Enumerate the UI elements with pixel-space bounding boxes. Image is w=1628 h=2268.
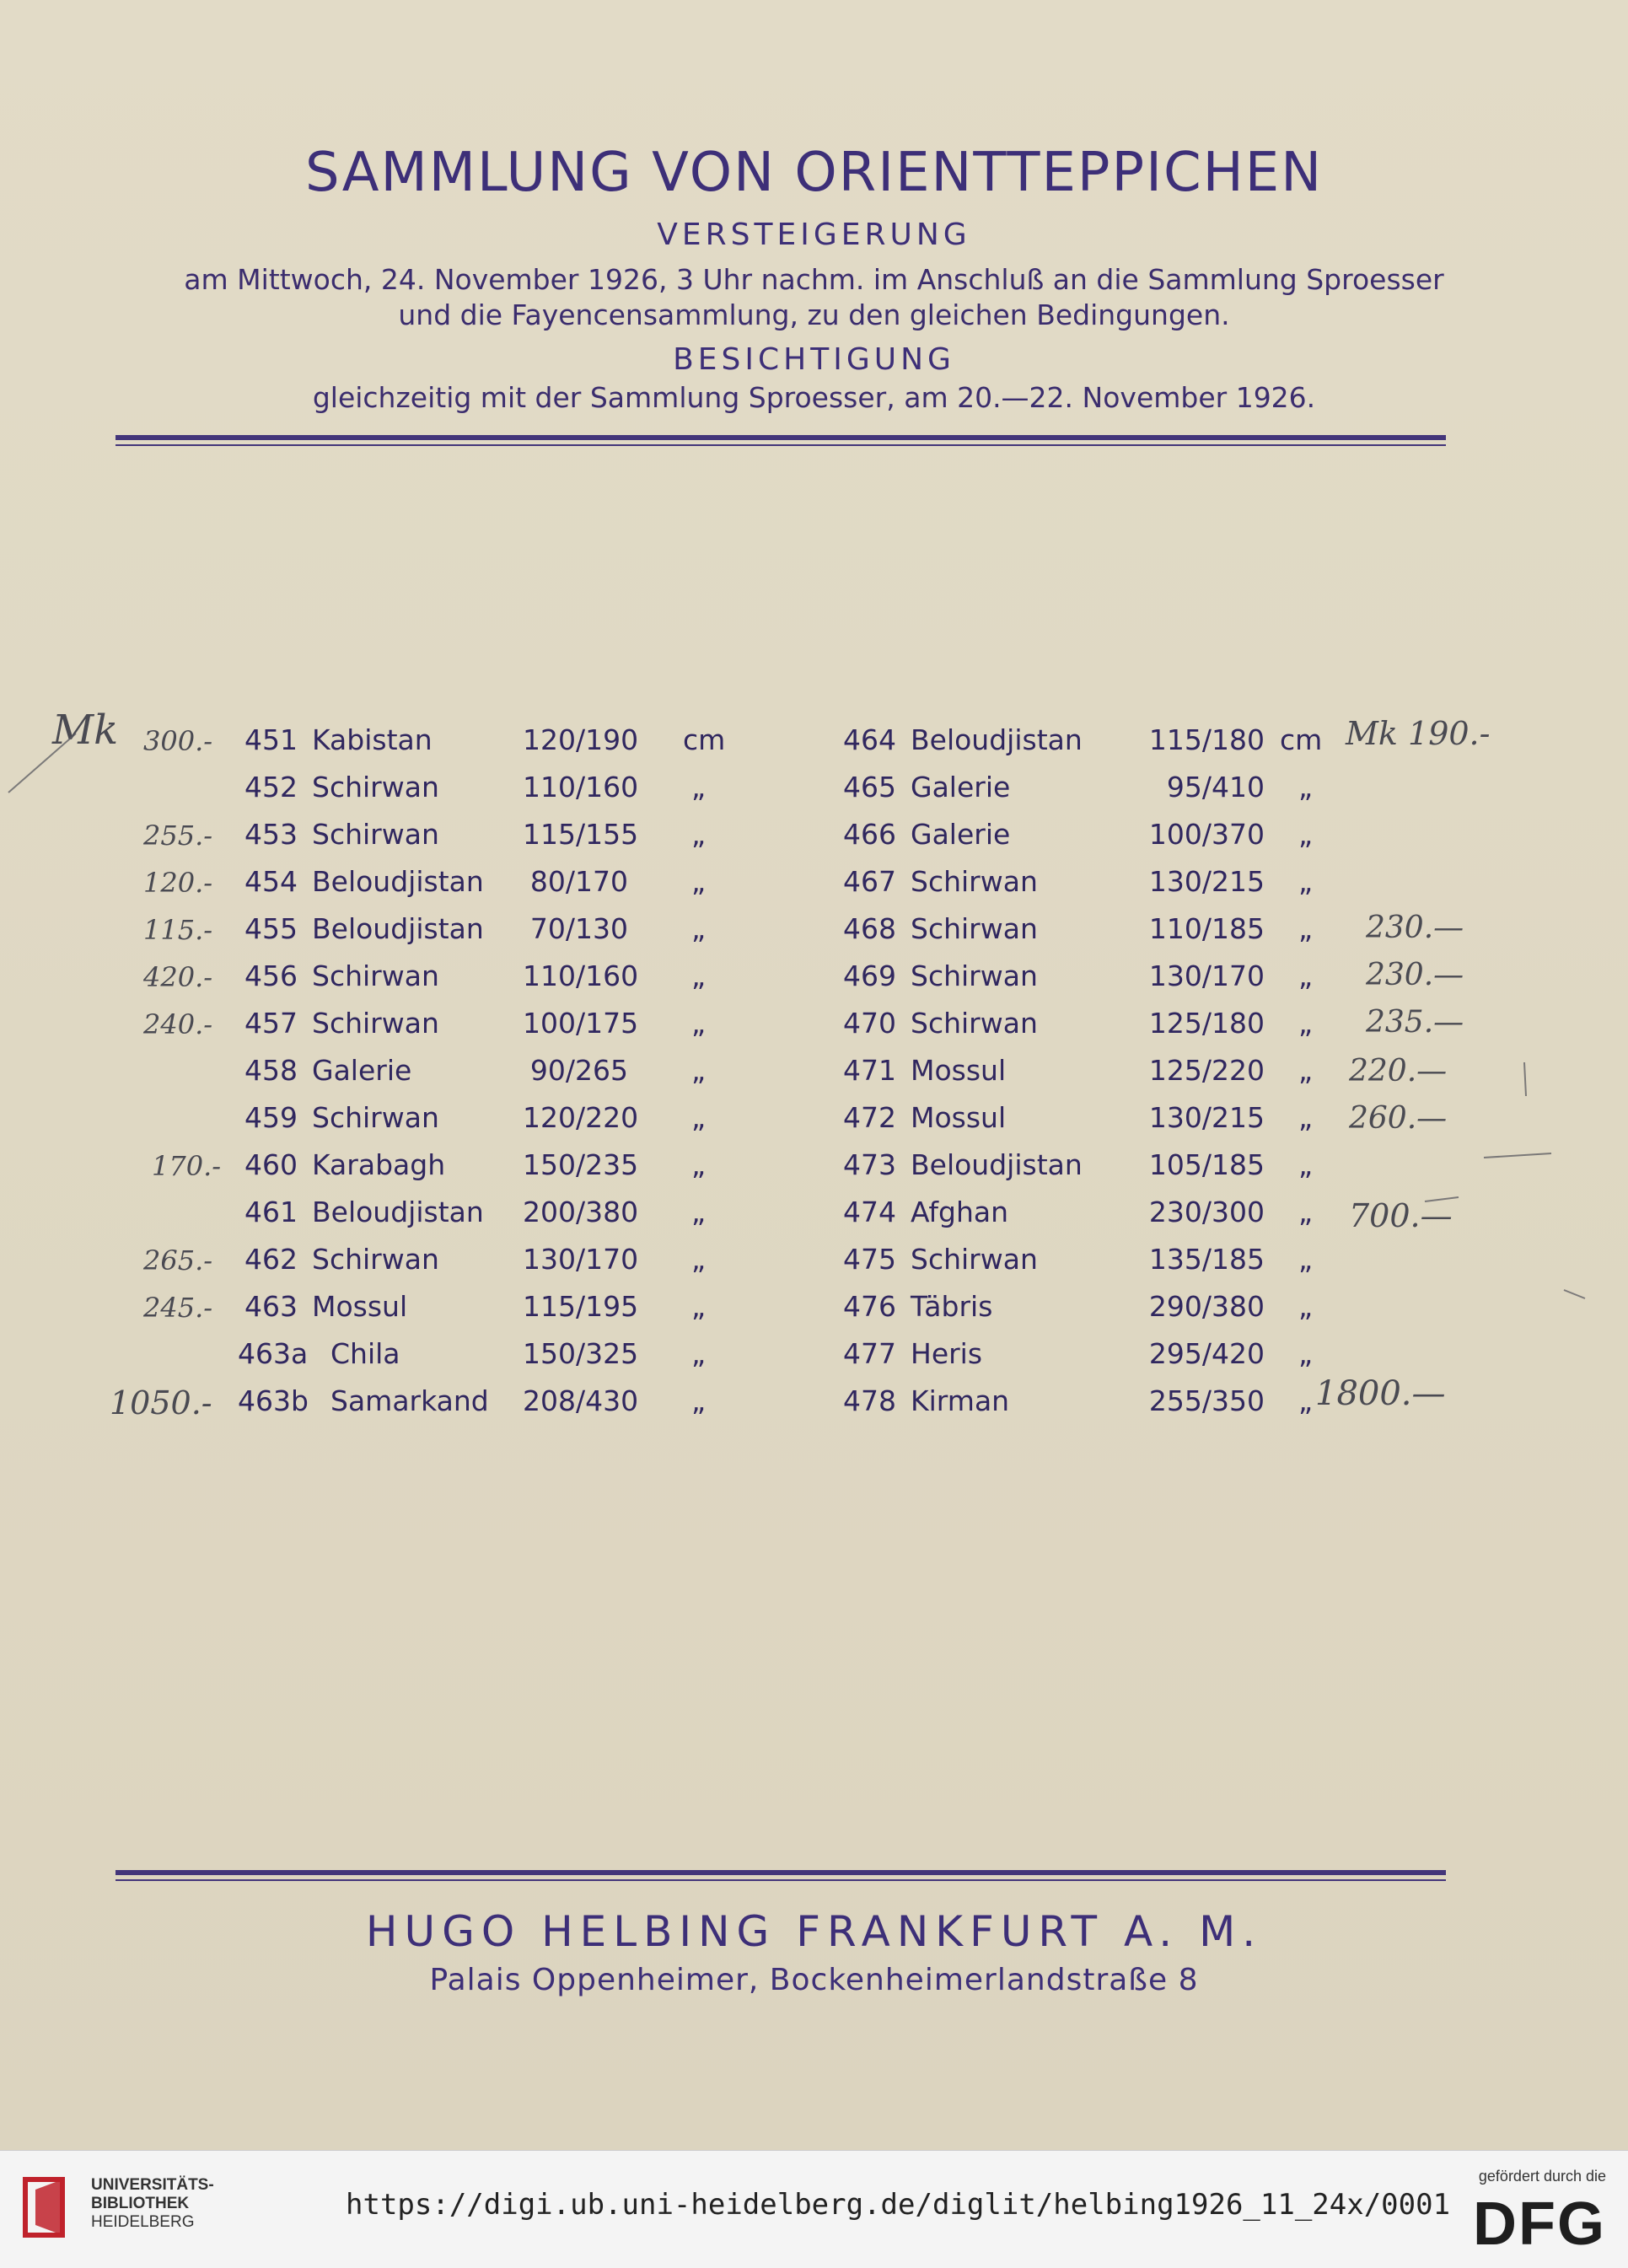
lot-unit: „	[1298, 1384, 1314, 1417]
lot-number: 464	[843, 723, 896, 756]
lot-row	[244, 723, 750, 771]
lot-unit: „	[691, 959, 707, 992]
lot-list-right	[843, 723, 1349, 1432]
lot-size: 70/130	[529, 912, 628, 945]
lot-size: 120/190	[523, 723, 639, 756]
lot-number: 470	[843, 1007, 896, 1040]
lot-size: 100/175	[523, 1007, 639, 1040]
lot-row	[244, 912, 750, 959]
lot-name: Mossul	[911, 1054, 1007, 1087]
lot-name: Galerie	[911, 818, 1011, 851]
lot-name: Beloudjistan	[312, 865, 484, 898]
lot-number: 473	[843, 1148, 896, 1181]
lot-size: 150/235	[523, 1148, 639, 1181]
lot-name: Beloudjistan	[911, 723, 1083, 756]
handwritten-price: 1800.—	[1315, 1374, 1446, 1413]
handwritten-price: 265.-	[143, 1244, 213, 1276]
lot-row	[843, 1054, 1349, 1101]
lot-name: Chila	[330, 1337, 400, 1370]
lot-number: 466	[843, 818, 896, 851]
document-url[interactable]: https://digi.ub.uni-heidelberg.de/diglit/helbing1926_11_24x/0001	[346, 2188, 1451, 2222]
library-logo-text	[91, 2176, 214, 2232]
lot-row	[843, 771, 1349, 818]
lot-unit: „	[691, 865, 707, 898]
lot-size: 90/265	[529, 1054, 628, 1087]
lot-name: Samarkand	[330, 1384, 489, 1417]
lot-row	[244, 1054, 750, 1101]
publisher-name: HUGO HELBING FRANKFURT A. M.	[365, 1907, 1263, 1956]
handwritten-price: 240.-	[143, 1008, 213, 1040]
lot-number: 453	[244, 818, 298, 851]
lot-name: Schirwan	[911, 912, 1038, 945]
handwritten-price: 300.-	[143, 725, 213, 757]
lot-size: 110/160	[523, 771, 639, 803]
handwritten-price: 170.-	[152, 1150, 222, 1182]
lot-unit: „	[1298, 1243, 1314, 1276]
handwritten-price: 260.—	[1349, 1101, 1448, 1136]
lot-unit: „	[691, 1054, 707, 1087]
lot-name: Schirwan	[312, 771, 439, 803]
lot-number: 465	[843, 771, 896, 803]
handwritten-price: 115.-	[143, 914, 213, 946]
lot-name: Schirwan	[312, 1101, 439, 1134]
lot-unit: „	[691, 1384, 707, 1417]
lot-number: 462	[244, 1243, 298, 1276]
library-logo-icon	[19, 2174, 79, 2242]
lot-number: 463	[244, 1290, 298, 1323]
handwritten-price: Mk 190.-	[1346, 715, 1491, 752]
lot-number: 463b	[238, 1384, 309, 1417]
lot-row	[244, 865, 750, 912]
lot-size: 208/430	[523, 1384, 639, 1417]
lot-name: Karabagh	[312, 1148, 446, 1181]
lot-row	[843, 1243, 1349, 1290]
lot-name: Beloudjistan	[312, 1196, 484, 1228]
handwritten-price: 230.—	[1366, 958, 1464, 992]
lot-size: 80/170	[529, 865, 628, 898]
dfg-logo: DFG	[1473, 2190, 1606, 2258]
lot-size: 115/155	[523, 818, 639, 851]
lot-number: 452	[244, 771, 298, 803]
lot-size: 130/215	[1148, 865, 1265, 898]
lot-list-left	[238, 723, 750, 1432]
lot-number: 460	[244, 1148, 298, 1181]
lot-number: 471	[843, 1054, 896, 1087]
lot-unit: „	[1298, 1337, 1314, 1370]
lot-row	[238, 1337, 750, 1384]
lot-number: 472	[843, 1101, 896, 1134]
lot-name: Schirwan	[312, 1007, 439, 1040]
publisher-address: Palais Oppenheimer, Bockenheimerlandstraße 8	[429, 1963, 1199, 1997]
handwritten-price: 255.-	[143, 820, 213, 852]
lot-size: 125/220	[1148, 1054, 1265, 1087]
lot-row	[244, 1148, 750, 1196]
footer-rule	[116, 1870, 1446, 1881]
handwritten-price: 245.-	[143, 1292, 213, 1324]
lot-row	[244, 771, 750, 818]
lot-name: Täbris	[911, 1290, 993, 1323]
lot-number: 456	[244, 959, 298, 992]
lot-number: 461	[244, 1196, 298, 1228]
lot-size: 120/220	[523, 1101, 639, 1134]
lot-name: Beloudjistan	[911, 1148, 1083, 1181]
lot-name: Schirwan	[312, 959, 439, 992]
lot-name: Schirwan	[312, 818, 439, 851]
lot-number: 469	[843, 959, 896, 992]
lot-row	[244, 818, 750, 865]
lot-row	[843, 1101, 1349, 1148]
lot-row	[843, 912, 1349, 959]
lot-size: 130/170	[523, 1243, 639, 1276]
lot-unit: „	[1298, 959, 1314, 992]
lot-name: Schirwan	[911, 865, 1038, 898]
lot-unit: „	[1298, 1101, 1314, 1134]
auction-details-1: am Mittwoch, 24. November 1926, 3 Uhr nachm. im Anschluß an die Sammlung Sproesser	[184, 263, 1444, 296]
lot-number: 467	[843, 865, 896, 898]
handwritten-price: 1050.-	[110, 1384, 212, 1422]
lot-size: 100/370	[1148, 818, 1265, 851]
lot-unit: cm	[1280, 723, 1323, 756]
lot-name: Kabistan	[312, 723, 433, 756]
library-name-line1: UNIVERSITÄTS-	[91, 2176, 214, 2194]
lot-name: Mossul	[911, 1101, 1007, 1134]
lot-name: Afghan	[911, 1196, 1009, 1228]
lot-size: 150/325	[523, 1337, 639, 1370]
lot-unit: „	[1298, 912, 1314, 945]
lot-row	[843, 1007, 1349, 1054]
lot-row	[843, 818, 1349, 865]
lot-name: Beloudjistan	[312, 912, 484, 945]
library-name-line3: HEIDELBERG	[91, 2213, 195, 2231]
lot-unit: „	[691, 1101, 707, 1134]
lot-number: 477	[843, 1337, 896, 1370]
lot-row	[238, 1384, 750, 1432]
lot-row	[843, 865, 1349, 912]
lot-unit: „	[691, 1007, 707, 1040]
lot-unit: „	[691, 818, 707, 851]
lot-name: Schirwan	[911, 1007, 1038, 1040]
auction-heading: VERSTEIGERUNG	[657, 218, 971, 252]
handwritten-price: 700.—	[1349, 1197, 1453, 1234]
lot-unit: „	[691, 1148, 707, 1181]
lot-size: 290/380	[1148, 1290, 1265, 1323]
lot-name: Schirwan	[312, 1243, 439, 1276]
handwritten-price: 230.—	[1366, 911, 1464, 945]
lot-unit: „	[691, 771, 707, 803]
library-name-line2: BIBLIOTHEK	[91, 2195, 190, 2212]
lot-number: 474	[843, 1196, 896, 1228]
lot-row	[843, 959, 1349, 1007]
lot-number: 454	[244, 865, 298, 898]
lot-name: Mossul	[312, 1290, 408, 1323]
lot-size: 130/215	[1148, 1101, 1265, 1134]
handwritten-price: 120.-	[143, 867, 213, 899]
header-rule	[116, 435, 1446, 446]
lot-row	[244, 1196, 750, 1243]
lot-name: Schirwan	[911, 959, 1038, 992]
lot-size: 255/350	[1148, 1384, 1265, 1417]
lot-size: 135/185	[1148, 1243, 1265, 1276]
handwritten-price: 420.-	[143, 961, 213, 993]
lot-row	[843, 723, 1349, 771]
lot-number: 478	[843, 1384, 896, 1417]
lot-unit: „	[691, 1243, 707, 1276]
lot-size: 295/420	[1148, 1337, 1265, 1370]
lot-number: 475	[843, 1243, 896, 1276]
funding-note: gefördert durch die	[1478, 2168, 1606, 2185]
viewing-heading: BESICHTIGUNG	[673, 342, 955, 377]
lot-name: Kirman	[911, 1384, 1010, 1417]
lot-row	[843, 1384, 1349, 1432]
lot-size: 125/180	[1148, 1007, 1265, 1040]
lot-row	[244, 959, 750, 1007]
lot-unit: „	[1298, 1196, 1314, 1228]
lot-size: 115/195	[523, 1290, 639, 1323]
lot-name: Galerie	[312, 1054, 412, 1087]
lot-size: 115/180	[1148, 723, 1265, 756]
lot-number: 455	[244, 912, 298, 945]
lot-name: Heris	[911, 1337, 983, 1370]
lot-number: 457	[244, 1007, 298, 1040]
lot-name: Galerie	[911, 771, 1011, 803]
lot-size: 230/300	[1148, 1196, 1265, 1228]
lot-unit: „	[691, 1196, 707, 1228]
lot-unit: „	[1298, 818, 1314, 851]
viewing-details: gleichzeitig mit der Sammlung Sproesser, am 20.—22. November 1926.	[312, 381, 1316, 414]
lot-unit: cm	[683, 723, 726, 756]
lot-number: 476	[843, 1290, 896, 1323]
lot-unit: „	[1298, 1290, 1314, 1323]
lot-row	[244, 1007, 750, 1054]
lot-size: 130/170	[1148, 959, 1265, 992]
lot-unit: „	[691, 1290, 707, 1323]
lot-unit: „	[691, 1337, 707, 1370]
lot-unit: „	[1298, 1054, 1314, 1087]
lot-number: 459	[244, 1101, 298, 1134]
lot-number: 458	[244, 1054, 298, 1087]
lot-name: Schirwan	[911, 1243, 1038, 1276]
lot-number: 451	[244, 723, 298, 756]
lot-unit: „	[691, 912, 707, 945]
handwritten-price: 235.—	[1366, 1005, 1464, 1040]
lot-unit: „	[1298, 865, 1314, 898]
lot-row	[843, 1148, 1349, 1196]
handwritten-currency-left: Mk	[52, 707, 119, 754]
lot-unit: „	[1298, 1007, 1314, 1040]
lot-row	[843, 1196, 1349, 1243]
lot-number: 463a	[238, 1337, 309, 1370]
lot-unit: „	[1298, 1148, 1314, 1181]
lot-row	[244, 1243, 750, 1290]
auction-details-2: und die Fayencensammlung, zu den gleichen Bedingungen.	[398, 298, 1230, 331]
library-footer-bar	[0, 2150, 1628, 2268]
lot-row	[244, 1101, 750, 1148]
lot-size: 110/160	[523, 959, 639, 992]
handwritten-price: 220.—	[1349, 1054, 1448, 1088]
lot-size: 200/380	[523, 1196, 639, 1228]
lot-row	[843, 1290, 1349, 1337]
lot-unit: „	[1298, 771, 1314, 803]
lot-row	[244, 1290, 750, 1337]
lot-size: 95/410	[1166, 771, 1265, 803]
lot-row	[843, 1337, 1349, 1384]
lot-size: 105/185	[1148, 1148, 1265, 1181]
page-title: SAMMLUNG VON ORIENTTEPPICHEN	[304, 142, 1324, 204]
lot-number: 468	[843, 912, 896, 945]
lot-size: 110/185	[1148, 912, 1265, 945]
